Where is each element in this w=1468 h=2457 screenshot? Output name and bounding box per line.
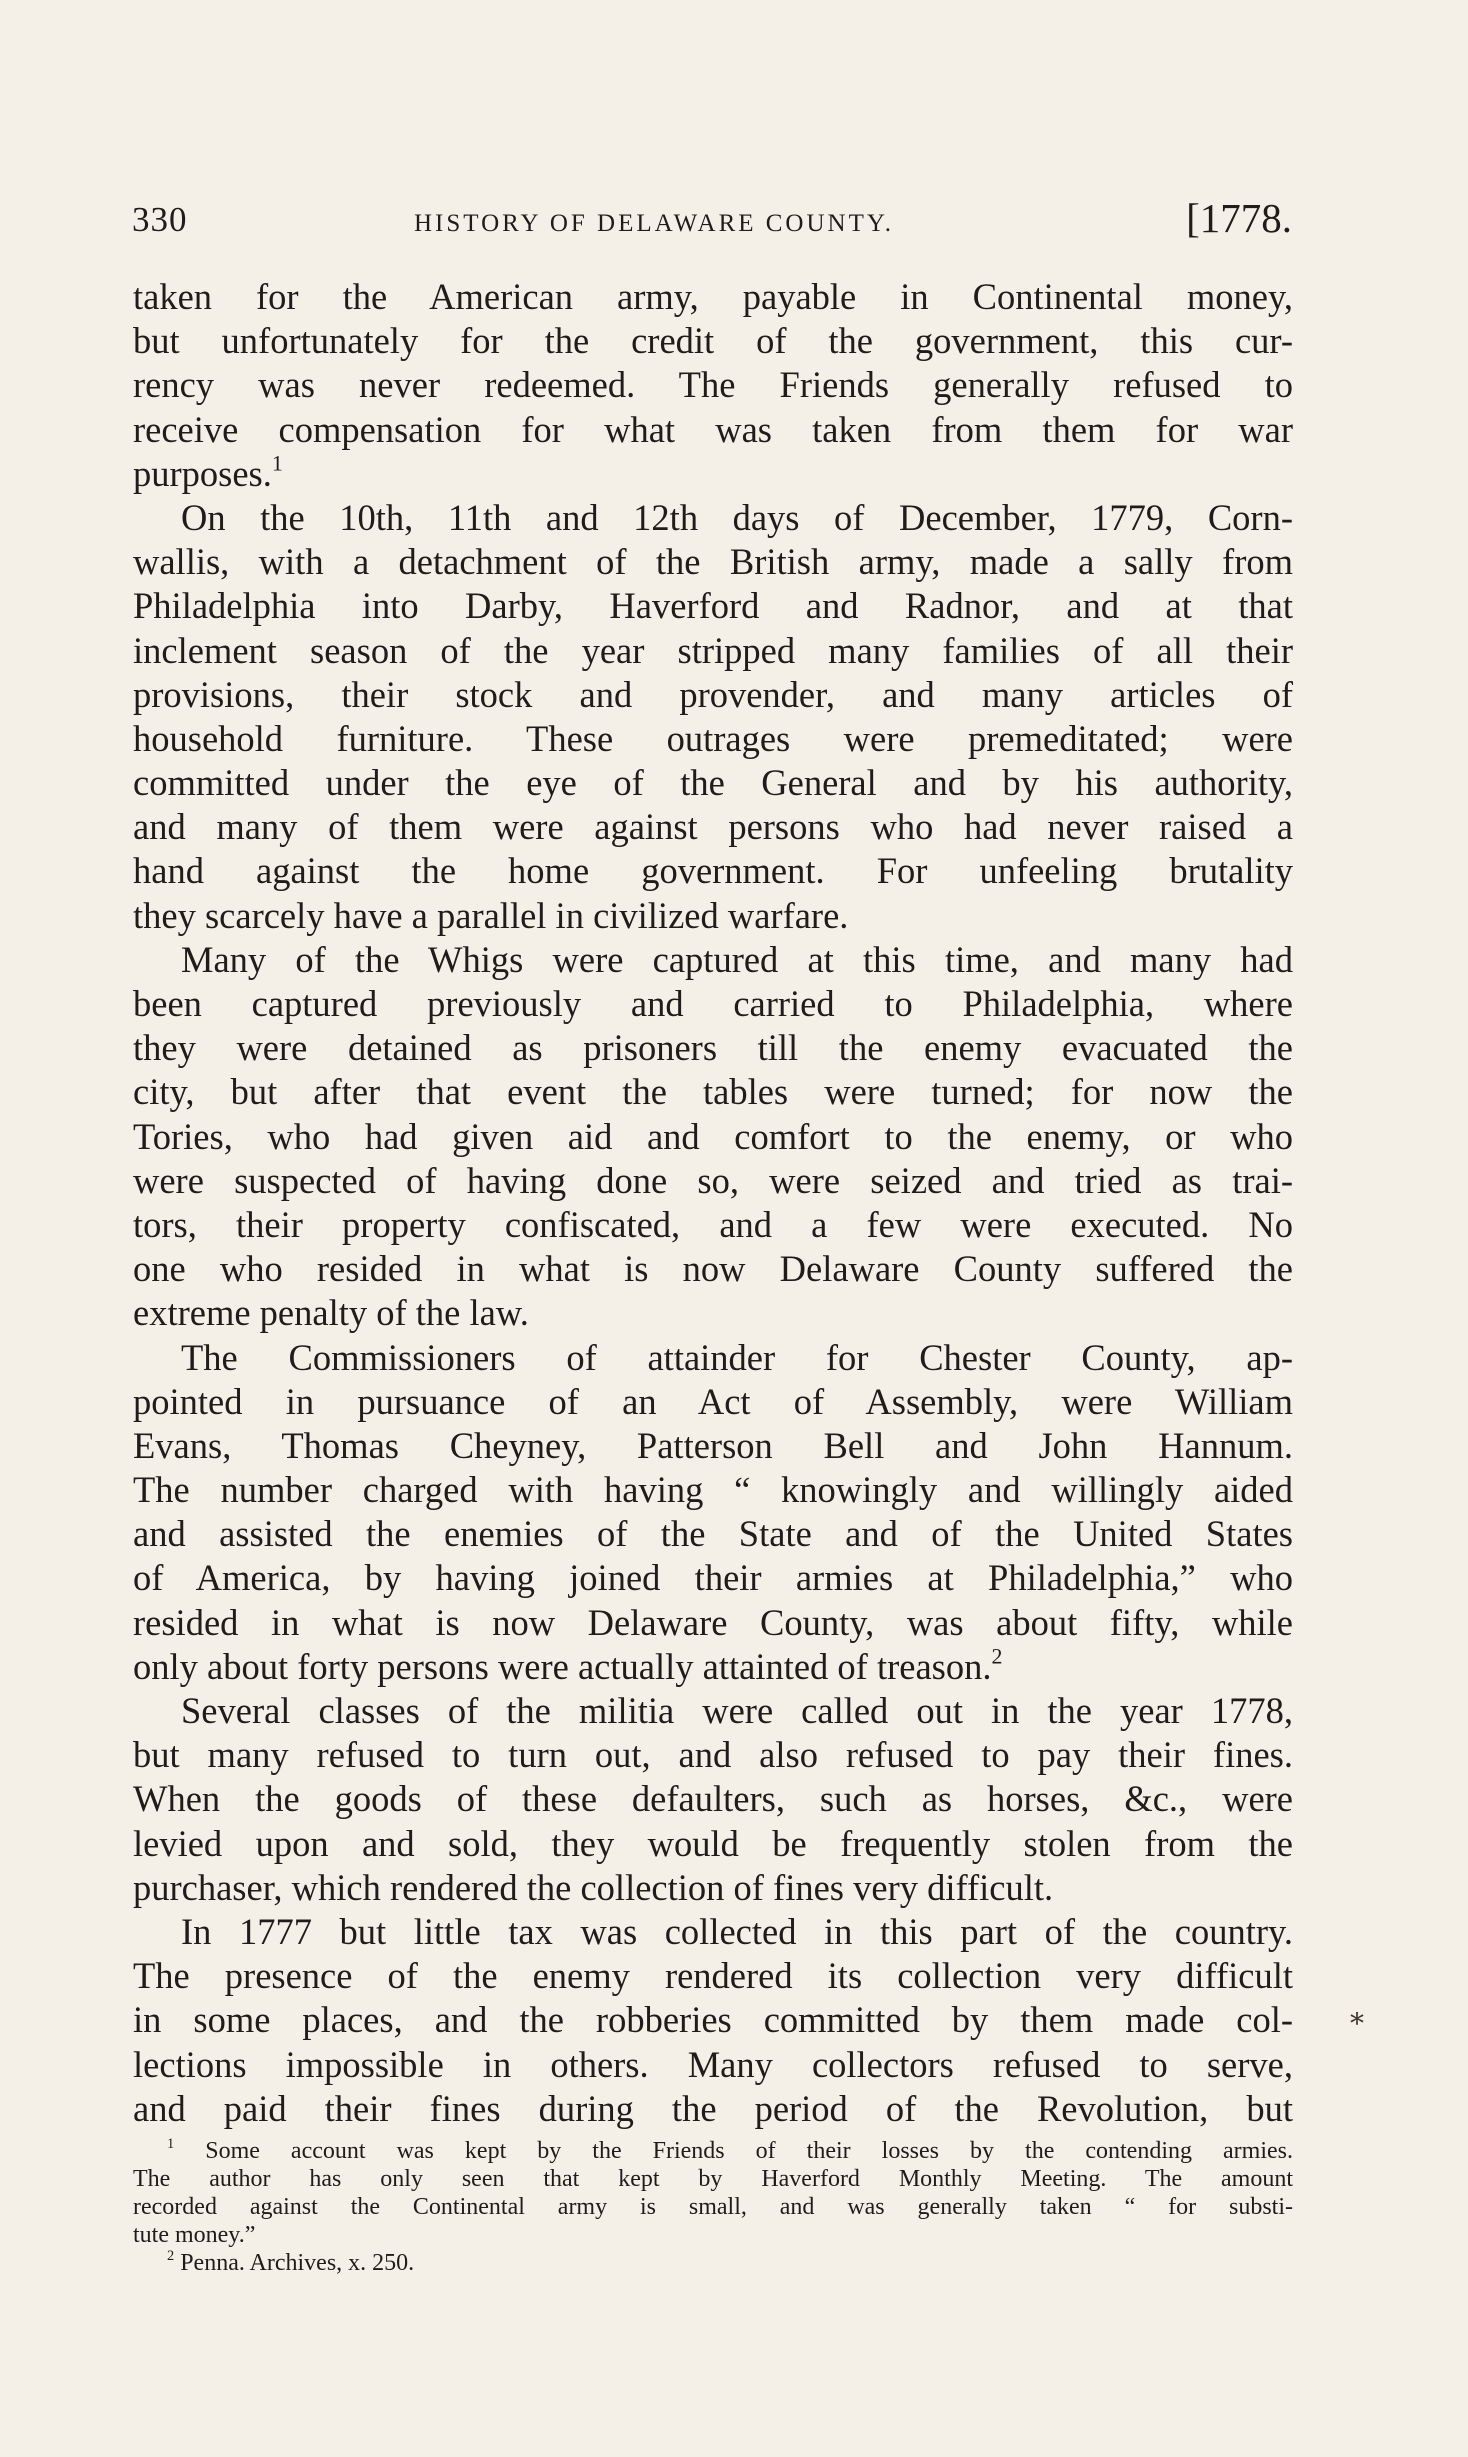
footnote [133,2249,1293,2277]
text-line [133,1159,1293,1203]
line-text: The presence of the enemy rendered its collection very difficult [133,1955,1293,1997]
paragraph [133,1689,1293,1910]
line-text: The number charged with having “ knowingly and willingly aided [133,1469,1293,1511]
line-text: The Commissioners of attainder for Chester County, ap- [181,1336,1293,1378]
body-text [133,275,1293,2131]
footnote-text: tute money.” [133,2222,256,2248]
text-line [133,1380,1293,1424]
text-line [133,1512,1293,1556]
text-line [133,1247,1293,1291]
text-line [133,1291,1293,1335]
line-text: In 1777 but little tax was collected in this part of the country. [181,1910,1293,1952]
footnote [133,2137,1293,2249]
line-text: and assisted the enemies of the State and of the United States [133,1513,1293,1555]
line-text: only about forty persons were actually attainted of treason. [133,1645,992,1687]
line-text: and paid their fines during the period of the Revolution, but [133,2087,1293,2129]
text-line [133,584,1293,628]
text-line [133,1556,1293,1600]
footnote-text: The author has only seen that kept by Haverford Monthly Meeting. The amount [133,2166,1293,2192]
text-line [133,319,1293,363]
text-line [133,1733,1293,1777]
paragraph [133,1336,1293,1690]
line-text: On the 10th, 11th and 12th days of December, 1779, Corn- [181,496,1293,538]
footnote-line [133,2165,1293,2193]
line-text: resided in what is now Delaware County, was about fifty, while [133,1601,1293,1643]
line-text: tors, their property confiscated, and a few were executed. No [133,1203,1293,1245]
text-line [133,1822,1293,1866]
text-line [133,894,1293,938]
text-line [133,1070,1293,1114]
text-line [133,1424,1293,1468]
line-text: Several classes of the militia were called out in the year 1778, [181,1690,1293,1731]
text-line [133,1026,1293,1070]
page-number: 330 [132,200,188,239]
line-text: and many of them were against persons who had never raised a [133,806,1293,848]
footnote-line [133,2221,1293,2249]
text-line [133,1910,1293,1954]
line-text: wallis, with a detachment of the British army, made a sally from [133,541,1293,583]
line-text: levied upon and sold, they would be frequently stolen from the [133,1822,1293,1864]
line-text: Evans, Thomas Cheyney, Patterson Bell and John Hannum. [133,1424,1293,1466]
text-line [133,1866,1293,1910]
paragraph [133,938,1293,1336]
line-text: When the goods of these defaulters, such as horses, &c., were [133,1778,1293,1820]
text-line [133,982,1293,1026]
text-line [133,1689,1293,1733]
footnote-marker: 2 [167,2247,175,2264]
text-line [133,540,1293,584]
line-text: city, but after that event the tables were turned; for now the [133,1071,1293,1113]
running-head [132,195,1292,260]
footnote-reference[interactable]: 2 [991,1643,1003,1669]
line-text: inclement season of the year stripped many families of all their [133,629,1293,671]
text-line [133,2087,1293,2131]
line-text: hand against the home government. For unfeeling brutality [133,850,1293,892]
text-line [133,761,1293,805]
line-text: taken for the American army, payable in Continental money, [133,276,1293,317]
paragraph [133,275,1293,496]
text-line [133,363,1293,407]
footnote-marker: 1 [167,2135,175,2152]
text-line [133,629,1293,673]
text-line [133,496,1293,540]
text-line [133,1777,1293,1821]
text-line [133,673,1293,717]
text-line [133,1203,1293,1247]
line-text: one who resided in what is now Delaware County suffered the [133,1248,1293,1290]
line-text: lections impossible in others. Many collectors refused to serve, [133,2043,1293,2085]
line-text: purchaser, which rendered the collection of fines very difficult. [133,1866,1054,1908]
text-line [133,1954,1293,1998]
line-text: extreme penalty of the law. [133,1292,529,1334]
line-text: Many of the Whigs were captured at this time, and many had [181,938,1293,980]
line-text: were suspected of having done so, were seized and tried as trai- [133,1159,1293,1201]
text-line [133,1601,1293,1645]
line-text: Tories, who had given aid and comfort to the enemy, or who [133,1115,1293,1157]
text-line [133,849,1293,893]
text-line [133,1336,1293,1380]
text-line [133,717,1293,761]
line-text: but many refused to turn out, and also refused to pay their fines. [133,1734,1293,1776]
line-text: committed under the eye of the General and by his authority, [133,762,1293,804]
line-text: they scarcely have a parallel in civilized warfare. [133,894,849,936]
line-text: purposes. [133,452,272,494]
running-title: HISTORY OF DELAWARE COUNTY. [414,210,894,237]
paragraph [133,1910,1293,2131]
text-line [133,2043,1293,2087]
year-marker: [1778. [1186,195,1292,241]
footnote-line [133,2193,1293,2221]
line-text: in some places, and the robberies committed by them made col- [133,1999,1293,2041]
text-line [133,452,1293,496]
line-text: rency was never redeemed. The Friends generally refused to [133,364,1293,406]
line-text: pointed in pursuance of an Act of Assembly, were William [133,1380,1293,1422]
text-line [133,275,1293,319]
footnote-line [133,2249,1293,2277]
footnote-line [133,2137,1293,2165]
line-text: provisions, their stock and provender, and many articles of [133,673,1293,715]
text-line [133,1468,1293,1512]
text-line [133,1998,1293,2042]
footnotes [133,2137,1293,2277]
text-line [133,1115,1293,1159]
footnote-text: Some account was kept by the Friends of their losses by the contending armies. [205,2138,1293,2164]
text-line [133,1645,1293,1689]
footnote-text: recorded against the Continental army is small, and was generally taken “ for substi- [133,2194,1293,2220]
footnote-reference[interactable]: 1 [271,450,283,476]
text-line [133,805,1293,849]
margin-mark: * [1350,2007,1364,2040]
footnote-text: Penna. Archives, x. 250. [180,2250,415,2276]
text-line [133,408,1293,452]
paragraph [133,496,1293,938]
text-line [133,938,1293,982]
line-text: been captured previously and carried to Philadelphia, where [133,983,1293,1024]
line-text: Philadelphia into Darby, Haverford and Radnor, and at that [133,585,1293,627]
line-text: receive compensation for what was taken from them for war [133,408,1293,450]
line-text: they were detained as prisoners till the enemy evacuated the [133,1027,1293,1069]
line-text: of America, by having joined their armies at Philadelphia,” who [133,1557,1293,1599]
line-text: household furniture. These outrages were premeditated; were [133,717,1293,759]
line-text: but unfortunately for the credit of the government, this cur- [133,320,1293,362]
